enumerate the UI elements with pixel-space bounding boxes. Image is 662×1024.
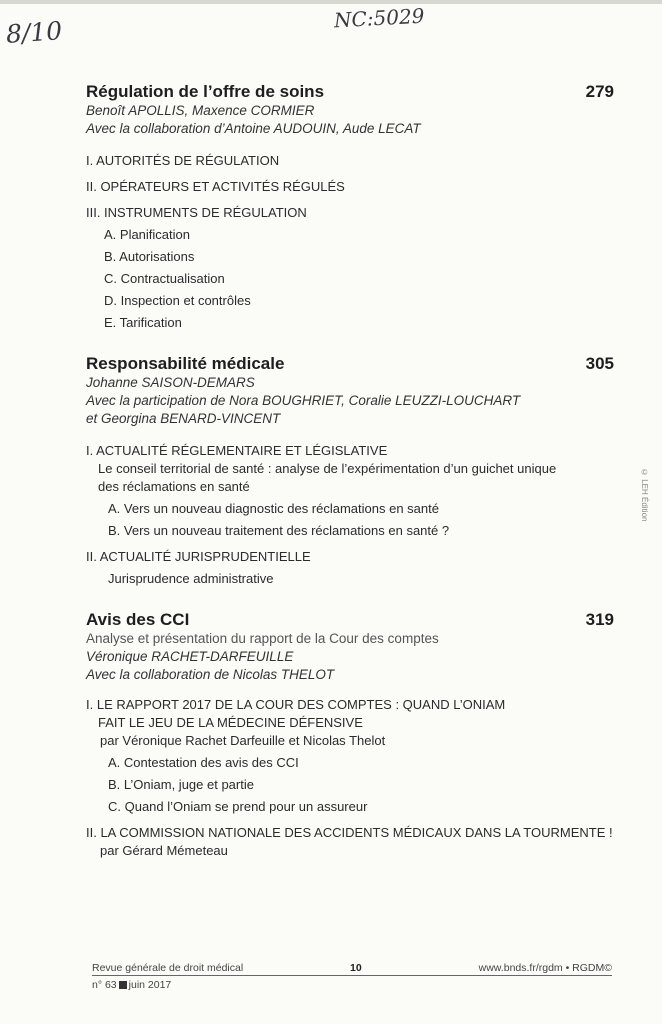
toc-subitem: D. Inspection et contrôles	[104, 293, 251, 308]
toc-subitem: C. Quand l’Oniam se prend pour un assureur	[108, 799, 368, 814]
square-bullet-icon	[119, 981, 127, 989]
toc-byline: par Véronique Rachet Darfeuille et Nicolas Thelot	[100, 733, 386, 748]
footer-journal-name: Revue générale de droit médical	[92, 962, 244, 974]
toc-subitem: C. Contractualisation	[104, 271, 225, 286]
toc-item: I. LE RAPPORT 2017 DE LA COUR DES COMPTES : QUAND L’ONIAM	[86, 697, 506, 712]
toc-item: II. ACTUALITÉ JURISPRUDENTIELLE	[86, 549, 311, 564]
toc-item: II. LA COMMISSION NATIONALE DES ACCIDENTS MÉDICAUX DANS LA TOURMENTE !	[86, 825, 613, 840]
handwritten-annotation-left: 8/10	[5, 16, 64, 49]
section-collaboration: Avec la participation de Nora BOUGHRIET, Coralie LEUZZI-LOUCHART	[86, 393, 521, 408]
section-responsabilite	[86, 354, 614, 588]
footer-website: www.bnds.fr/rgdm • RGDM©	[478, 962, 612, 974]
toc-subitem: B. Autorisations	[104, 249, 195, 264]
section-page-number: 305	[585, 354, 614, 373]
footer-rule	[92, 975, 612, 976]
section-authors: Johanne SAISON-DEMARS	[86, 375, 255, 390]
page-top-edge	[0, 0, 662, 4]
toc-item: I. ACTUALITÉ RÉGLEMENTAIRE ET LÉGISLATIVE	[86, 443, 388, 458]
footer-issue-number: n° 63	[92, 979, 117, 991]
toc-subitem: B. Vers un nouveau traitement des réclamations en santé ?	[108, 523, 450, 538]
toc-subitem: A. Planification	[104, 227, 190, 242]
toc-subitem: Le conseil territorial de santé : analyse de l’expérimentation d’un guichet unique	[98, 461, 557, 476]
section-page-number: 319	[585, 610, 614, 629]
toc-subitem: A. Contestation des avis des CCI	[108, 755, 299, 770]
toc-subitem: B. L’Oniam, juge et partie	[108, 777, 254, 792]
handwritten-annotation-top: NC:5029	[333, 3, 426, 33]
toc-item: I. AUTORITÉS DE RÉGULATION	[86, 153, 280, 168]
section-intro: Analyse et présentation du rapport de la Cour des comptes	[86, 631, 439, 646]
margin-copyright: © LEH Édition	[640, 468, 649, 522]
section-title: Responsabilité médicale	[86, 354, 285, 373]
toc-subitem: E. Tarification	[104, 315, 182, 330]
toc-subitem: des réclamations en santé	[98, 479, 250, 494]
toc-subitem: Jurisprudence administrative	[108, 571, 274, 586]
section-page-number: 279	[585, 82, 614, 101]
toc-item: II. OPÉRATEURS ET ACTIVITÉS RÉGULÉS	[86, 179, 345, 194]
footer-page-number: 10	[350, 962, 362, 974]
footer-issue-date: juin 2017	[128, 979, 172, 991]
section-collaboration: Avec la collaboration de Nicolas THELOT	[86, 667, 335, 682]
toc-byline: par Gérard Mémeteau	[100, 843, 228, 858]
section-collaboration: Avec la collaboration d’Antoine AUDOUIN, Aude LECAT	[86, 121, 421, 136]
section-collaboration: et Georgina BENARD-VINCENT	[86, 411, 281, 426]
section-authors: Benoît APOLLIS, Maxence CORMIER	[86, 103, 315, 118]
toc-item-continued: FAIT LE JEU DE LA MÉDECINE DÉFENSIVE	[98, 715, 363, 730]
footer-issue	[92, 979, 171, 991]
section-authors: Véronique RACHET-DARFEUILLE	[86, 649, 294, 664]
section-title: Avis des CCI	[86, 610, 190, 629]
toc-subitem: A. Vers un nouveau diagnostic des réclamations en santé	[108, 501, 439, 516]
toc-item: III. INSTRUMENTS DE RÉGULATION	[86, 205, 307, 220]
section-avis-cci	[86, 610, 614, 860]
section-regulation	[86, 82, 614, 332]
section-title: Régulation de l’offre de soins	[86, 82, 325, 101]
